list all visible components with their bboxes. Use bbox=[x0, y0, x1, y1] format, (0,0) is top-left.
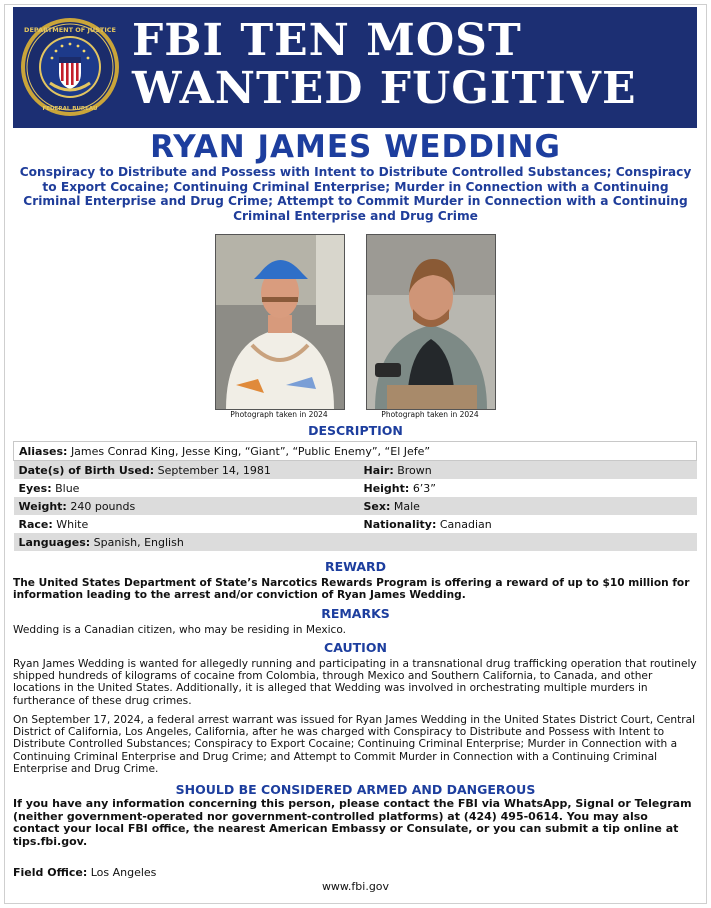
aliases-value: James Conrad King, Jesse King, “Giant”, “Public Enemy”, “El Jefe” bbox=[70, 444, 431, 458]
sex-value: Male bbox=[393, 499, 420, 513]
fugitive-name: RYAN JAMES WEDDING bbox=[150, 129, 561, 165]
title-line-1: FBI TEN MOST bbox=[132, 15, 522, 66]
nationality-value: Canadian bbox=[439, 517, 492, 531]
field-office-value: Los Angeles bbox=[90, 866, 157, 879]
caution-heading: CAUTION bbox=[324, 640, 387, 655]
aliases-label: Aliases: bbox=[19, 444, 68, 458]
weight-label: Weight: bbox=[18, 499, 67, 513]
weight-cell bbox=[14, 497, 359, 515]
fbi-website-link[interactable]: www.fbi.gov bbox=[321, 880, 390, 893]
caution-paragraph-1: Ryan James Wedding is wanted for allegedly running and participating in a transnational drug trafficking operation that routinely shipped hundreds of kilograms of cocaine from Colombia, through Mexico and Southern California, to Canada, and other locations in the United States. Additionally, it is alleged that Wedding was involved in orchestrating multiple murders in furtherance of these drug crimes. bbox=[13, 658, 697, 707]
race-cell bbox=[14, 515, 359, 533]
languages-label: Languages: bbox=[18, 535, 91, 549]
eyes-value: Blue bbox=[55, 481, 80, 495]
contact-text: If you have any information concerning this person, please contact the FBI via WhatsApp, Signal or Telegram (neither government-operated nor government-controlled platforms) at (424) 495-0614. You may also contact your local FBI office, the nearest American Embassy or Consulate, or you can submit a tip online at tips.fbi.gov. bbox=[13, 797, 692, 848]
eyes-label: Eyes: bbox=[18, 481, 52, 495]
aliases-row bbox=[14, 442, 697, 461]
svg-text:DEPARTMENT OF JUSTICE: DEPARTMENT OF JUSTICE bbox=[24, 26, 116, 34]
languages-value: Spanish, English bbox=[93, 535, 184, 549]
languages-cell bbox=[14, 533, 697, 551]
height-value: 6’3” bbox=[412, 481, 437, 495]
header-banner bbox=[13, 7, 697, 128]
hair-value: Brown bbox=[397, 463, 432, 477]
remarks-heading: REMARKS bbox=[321, 606, 390, 621]
nationality-label: Nationality: bbox=[363, 517, 437, 531]
field-office bbox=[13, 866, 156, 879]
description-table bbox=[13, 441, 697, 551]
title-line-2: WANTED FUGITIVE bbox=[132, 63, 637, 114]
race-value: White bbox=[56, 517, 89, 531]
race-label: Race: bbox=[18, 517, 53, 531]
fugitive-photo-2 bbox=[366, 234, 496, 410]
description-heading: DESCRIPTION bbox=[308, 423, 403, 438]
eyes-cell bbox=[14, 479, 359, 497]
remarks-text: Wedding is a Canadian citizen, who may be residing in Mexico. bbox=[13, 624, 347, 636]
photo-caption-2: Photograph taken in 2024 bbox=[381, 410, 479, 419]
sex-label: Sex: bbox=[363, 499, 391, 513]
weight-value: 240 pounds bbox=[70, 499, 136, 513]
poster-title bbox=[132, 17, 636, 113]
hair-cell bbox=[359, 461, 697, 480]
sex-cell bbox=[359, 497, 697, 515]
charges-text: Conspiracy to Distribute and Possess with Intent to Distribute Controlled Substances; Conspiracy to Export Cocaine; Continuing Criminal Enterprise; Murder in Connection with a Continuing Criminal Enterprise and Drug Crime; Attempt to Commit Murder in Connection with a Continuing Criminal Enterprise and Drug Crime bbox=[19, 165, 692, 223]
reward-text: The United States Department of State’s Narcotics Rewards Program is offering a reward of up to $10 million for information leading to the arrest and/or conviction of Ryan James Wedding. bbox=[13, 577, 690, 602]
reward-heading: REWARD bbox=[324, 559, 387, 574]
armed-dangerous-heading: SHOULD BE CONSIDERED ARMED AND DANGEROUS bbox=[175, 782, 536, 797]
dob-value: September 14, 1981 bbox=[157, 463, 271, 477]
height-label: Height: bbox=[363, 481, 410, 495]
nationality-cell bbox=[359, 515, 697, 533]
height-cell bbox=[359, 479, 697, 497]
field-office-label: Field Office: bbox=[13, 866, 88, 879]
photo-caption-1: Photograph taken in 2024 bbox=[230, 410, 328, 419]
dob-cell bbox=[14, 461, 359, 480]
caution-paragraph-2: On September 17, 2024, a federal arrest warrant was issued for Ryan James Wedding in the United States District Court, Central District of California, Los Angeles, California, after he was charged with Conspiracy to Distribute and Possess with Intent to Distribute Controlled Substances; Conspiracy to Export Cocaine; Continuing Criminal Enterprise; Murder in Connection with a Continuing Criminal Enterprise and Drug Crime; and Attempt to Commit Murder in Connection with a Continuing Criminal Enterprise and Drug Crime. bbox=[13, 714, 696, 775]
fbi-seal-icon bbox=[20, 17, 120, 117]
svg-text:FEDERAL BUREAU: FEDERAL BUREAU bbox=[42, 106, 98, 112]
fugitive-photo-1 bbox=[215, 234, 345, 410]
dob-label: Date(s) of Birth Used: bbox=[18, 463, 155, 477]
hair-label: Hair: bbox=[363, 463, 394, 477]
